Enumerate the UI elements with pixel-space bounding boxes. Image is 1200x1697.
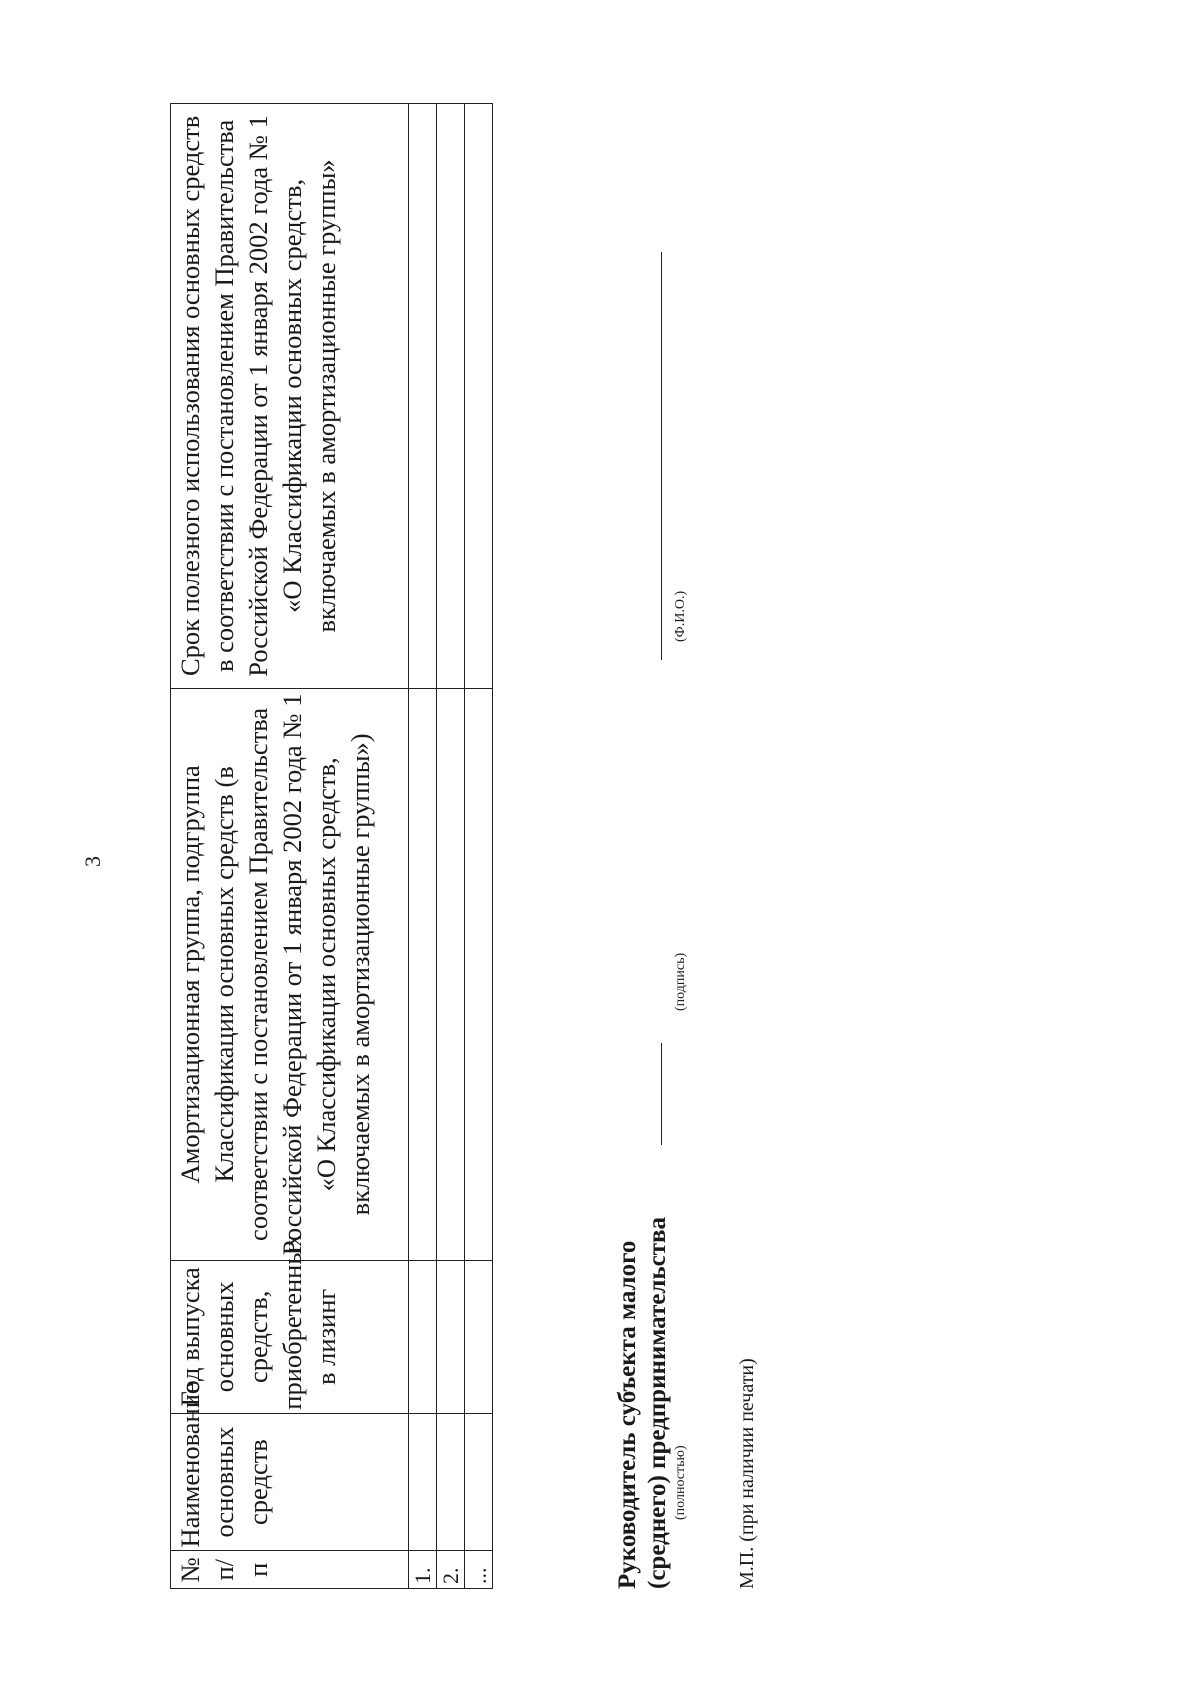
header-number: № п/п: [171, 1551, 409, 1589]
caption-signature: (подпись): [673, 952, 688, 1011]
table-cell: [437, 104, 465, 689]
header-depreciation-group: Амортизационная группа, подгруппа Классификации основных средств (в соответствии с постановлением Правительства Российской Федерации от 1 января 2002 года № 1 «О Классификации основных средств, включаемых в амортизационные группы»): [171, 688, 409, 1260]
table-cell: 1.: [409, 1551, 437, 1589]
table-cell: 2.: [437, 1551, 465, 1589]
stamp-note: М.П. (при наличии печати): [736, 1358, 758, 1589]
signature-block-title: [613, 1217, 673, 1589]
signature-title-line-2: (среднего) предпринимательства: [644, 1217, 671, 1589]
table-header-row: [171, 104, 409, 1589]
table-row: [409, 104, 437, 1589]
table-cell: [437, 1260, 465, 1413]
signature-line: [661, 1043, 662, 1145]
fixed-assets-table: [170, 103, 493, 1589]
table-cell: [437, 688, 465, 1260]
table-cell: [409, 1260, 437, 1413]
caption-full: (полностью): [673, 1445, 688, 1520]
name-line: [661, 252, 662, 660]
signature-title-line-1: Руководитель субъекта малого: [614, 1240, 641, 1589]
table-cell: [465, 104, 493, 689]
header-useful-life: Срок полезного использования основных средств в соответствии с постановлением Правительства Российской Федерации от 1 января 2002 года № 1 «О Классификации основных средств, включаемых в амортизационные группы»: [171, 104, 409, 689]
table-cell: [465, 688, 493, 1260]
table-row: [465, 104, 493, 1589]
header-year: Год выпуска основных средств, приобретенных в лизинг: [171, 1260, 409, 1413]
caption-fio: (Ф.И.О.): [673, 590, 688, 642]
table-cell: [465, 1260, 493, 1413]
table-cell: [409, 104, 437, 689]
table-row: [437, 104, 465, 1589]
table-cell: [437, 1413, 465, 1551]
table-cell: [465, 1413, 493, 1551]
table-cell: ...: [465, 1551, 493, 1589]
table-cell: [409, 1413, 437, 1551]
header-asset-name: Наименование основных средств: [171, 1413, 409, 1551]
table-cell: [409, 688, 437, 1260]
page-number: 3: [80, 856, 105, 867]
